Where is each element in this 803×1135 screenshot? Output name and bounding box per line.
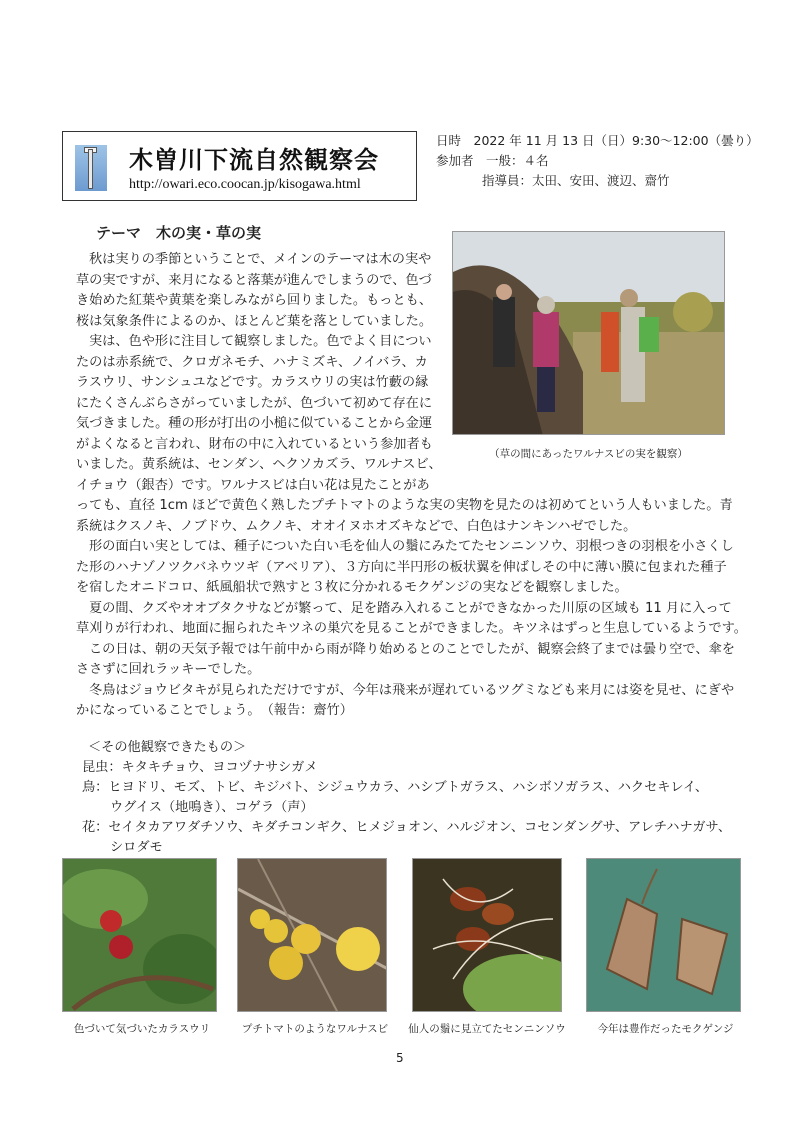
text-line: 気づきました。種の形が打出の小槌に似ていることから金運 xyxy=(76,416,433,431)
site-url: http://owari.eco.coocan.jp/kisogawa.html xyxy=(129,177,361,192)
main-photo-caption: （草の間にあったワルナスビの実を観察） xyxy=(489,448,688,460)
text-line: 夏の間、クズやオオブタクサなどが繁って、足を踏み入れることができなかった川原の区域も 11 月に入って xyxy=(89,600,732,616)
paragraph-intro xyxy=(76,250,444,496)
title-box xyxy=(62,131,417,201)
others-flowers: 花：セイタカアワダチソウ、キダチコンギク、ヒメジョオン、ハルジオン、コセンダングサ、アレチハナガサ、 xyxy=(82,820,732,835)
paragraph-main xyxy=(76,496,746,722)
others-flowers-cont: シロダモ xyxy=(110,840,163,855)
text-line: 草刈りが行われ、地面に掘られたキツネの巣穴を見ることができました。キツネはずっと生息しているようです。 xyxy=(76,621,747,636)
photo-field-observation xyxy=(452,231,725,435)
guides: 指導員：太田、安田、渡辺、齋竹 xyxy=(482,173,670,188)
text-line: 系統はクスノキ、ノブドウ、ムクノキ、オオイヌホオズキなどで、白色はナンキンハゼでした。 xyxy=(76,518,637,534)
others-insects: 昆虫：キタキチョウ、ヨコヅナサシガメ xyxy=(82,760,318,775)
karasuuri-illustration xyxy=(63,859,217,1012)
photo-warunasubi xyxy=(237,858,387,1012)
photo-senninsou xyxy=(412,858,562,1012)
photo-caption: プチトマトのようなワルナスビ xyxy=(241,1023,389,1035)
others-birds: 鳥：ヒヨドリ、モズ、トビ、キジバト、シジュウカラ、ハシブトガラス、ハシボソガラス、ハクセキレイ、 xyxy=(82,780,709,795)
text-line: た形のハナゾノツクバネウツギ（アベリア）、３方向に半円形の板状翼を伸ばしその中に薄い膜に包まれた種子 xyxy=(76,559,727,575)
photo-mokugenji xyxy=(586,858,741,1012)
others-heading: ＜その他観察できたもの＞ xyxy=(88,740,247,755)
text-line: イチョウ（銀杏）です。ワルナスビは白い花は見たことがあ xyxy=(76,477,430,493)
text-line: 桜は気象条件によるのか、ほとんど葉を落としていました。 xyxy=(76,313,433,329)
senninsou-illustration xyxy=(413,859,562,1012)
others-birds-cont: ウグイス（地鳴き）、コゲラ（声） xyxy=(110,800,314,815)
text-line: この日は、朝の天気予報では午前中から雨が降り始めるとのことでしたが、観察会終了までは曇り空で、傘を xyxy=(89,641,735,657)
text-line: たのは赤系統で、クロガネモチ、ハナミズキ、ノイバラ、カ xyxy=(76,354,428,370)
text-line: 秋は実りの季節ということで、メインのテーマは木の実や xyxy=(89,252,432,267)
page-title: 木曽川下流自然観察会 xyxy=(129,146,379,174)
text-line: っても、直径 1cm ほどで黄色く熟したプチトマトのような実の実物を見たのは初めてという人もいました。青 xyxy=(76,498,733,513)
text-line: いました。黄系統は、センダン、ヘクソカズラ、ワルナスビ、 xyxy=(76,457,442,472)
text-line: ささずに回れラッキーでした。 xyxy=(76,662,261,677)
text-line: 草の実ですが、来月になると落葉が進んでしまうので、色づ xyxy=(76,272,432,288)
warunasubi-illustration xyxy=(238,859,387,1012)
mokugenji-illustration xyxy=(587,859,741,1012)
text-line: かになっていることでしょう。 （報告：齋竹） xyxy=(76,703,353,718)
participants: 参加者 一般：４名 xyxy=(436,153,549,168)
text-line: にたくさんぶらさがっていましたが、色づいて初めて存在に xyxy=(76,395,433,411)
photo-caption: 色づいて気づいたカラスウリ xyxy=(73,1023,211,1035)
text-line: がよくなると言われ、財布の中に入れているという参加者も xyxy=(76,436,433,452)
photo-karasuuri xyxy=(62,858,217,1012)
theme-heading: テーマ 木の実・草の実 xyxy=(96,224,262,242)
tower-logo-icon xyxy=(75,145,107,191)
event-date: 日時 2022 年 11 月 13 日（日）9:30～12:00（曇り） xyxy=(436,133,759,148)
page-number: 5 xyxy=(396,1051,404,1065)
field-photo-illustration xyxy=(453,232,725,435)
text-line: き始めた紅葉や黄葉を楽しみながら回りました。もっとも、 xyxy=(76,293,433,308)
photo-caption: 今年は豊作だったモクゲンジ xyxy=(597,1023,734,1035)
text-line: ラスウリ、サンシュユなどです。カラスウリの実は竹藪の縁 xyxy=(76,375,429,390)
text-line: を宿したオニドコロ、紙風船状で熟すと３枚に分かれるモクゲンジの実などを観察しました。 xyxy=(76,580,628,595)
text-line: 冬鳥はジョウビタキが見られただけですが、今年は飛来が遅れているツグミなども来月には姿を見せ、にぎや xyxy=(89,682,735,698)
photo-caption: 仙人の鬚に見立てたセンニンソウ xyxy=(408,1023,566,1035)
text-line: 形の面白い実としては、種子についた白い毛を仙人の鬚にみたてたセンニンソウ、羽根つきの羽根を小さくし xyxy=(89,539,734,554)
text-line: 実は、色や形に注目して観察しました。色でよく目につい xyxy=(89,334,432,349)
